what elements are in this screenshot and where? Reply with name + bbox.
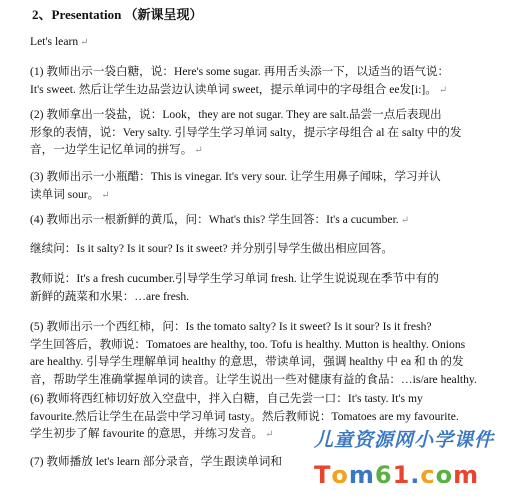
paragraph-line: 形象的表情，说：Very salty. 引导学生学习单词 salty，提示字母组合 al 在 salty 中的发 xyxy=(30,125,462,139)
paragraph-line: 读单词 sour。 ↵ xyxy=(30,187,110,201)
watermark-logo xyxy=(314,461,510,495)
section-heading: 2、Presentation （新课呈现） xyxy=(32,7,203,22)
watermark-logo-letter: c xyxy=(420,461,436,489)
paragraph-line: 新鲜的蔬菜和水果：…are fresh. xyxy=(30,289,190,303)
paragraph-line: (7) 教师播放 let's learn 部分录音，学生跟读单词和 xyxy=(30,455,282,468)
paragraph-line: 音，一边学生记忆单词的拼写。 ↵ xyxy=(30,143,203,157)
watermark-text: 儿童资源网小学课件 xyxy=(314,429,495,451)
paragraph-line: 音，帮助学生准确掌握单词的读音。让学生说出一些对健康有益的食品：…is/are healthy. xyxy=(30,372,477,386)
paragraph-mark: ↵ xyxy=(80,37,89,48)
watermark-logo-letter: o xyxy=(435,461,454,489)
paragraph-4-continued xyxy=(30,240,500,258)
watermark-logo-letter: 1 xyxy=(392,461,411,489)
paragraph-line: It's sweet. 然后让学生边品尝边认读单词 sweet，提示单词中的字母组合 ee发[i:]。 ↵ xyxy=(30,82,448,96)
paragraph-line: 继续问：Is it salty? Is it sour? Is it sweet? 并分别引导学生做出相应回答。 xyxy=(30,242,393,255)
paragraph-line: (1) 教师出示一袋白糖，说：Here's some sugar. 再用舌头添一下，以适当的语气说： xyxy=(30,65,450,78)
paragraph-5 xyxy=(30,318,500,388)
paragraph-mark: ↵ xyxy=(101,189,110,201)
paragraph-mark: ↵ xyxy=(265,429,274,441)
paragraph-line: 学生初步了解 favourite 的意思，并练习发音。 ↵ xyxy=(30,427,274,441)
paragraph-line: (2) 教师拿出一袋盐，说：Look，they are not sugar. They are salt.品尝一点后表现出 xyxy=(30,108,442,121)
watermark-logo-letter: T xyxy=(314,461,332,489)
paragraph-line: (4) 教师出示一根新鲜的黄瓜，问：What's this? 学生回答：It's a cucumber. ↵ xyxy=(30,213,410,226)
lets-learn-line xyxy=(30,33,500,52)
paragraph-teacher-says xyxy=(30,270,500,305)
paragraph-1 xyxy=(30,63,500,99)
watermark-logo-letter: m xyxy=(348,461,375,489)
paragraph-3 xyxy=(30,168,500,204)
paragraph-mark: ↵ xyxy=(438,84,448,96)
paragraph-line: 教师说：It's a fresh cucumber.引导学生学习单词 fresh. 让学生说说现在季节中有的 xyxy=(30,272,439,285)
paragraph-line: (5) 教师出示一个西红柿，问：Is the tomato salty? Is it sweet? Is it sour? Is it fresh? xyxy=(30,320,432,333)
paragraph-line: favourite.然后让学生在品尝中学习单词 tasty。然后教师说：Tomatoes are my favourite. xyxy=(30,409,459,423)
paragraph-line: are healthy. 引导学生理解单词 healthy 的意思，带读单词，强调 healthy 中 ea 和 th 的发 xyxy=(30,355,464,369)
paragraph-line: (3) 教师出示一小瓶醋：This is vinegar. It's very sour. 让学生用鼻子闻味，学习并认 xyxy=(30,170,441,183)
paragraph-mark: ↵ xyxy=(194,145,203,157)
paragraph-mark: ↵ xyxy=(400,215,410,226)
paragraph-4 xyxy=(30,211,500,230)
watermark-logo-letter: . xyxy=(410,461,421,489)
paragraph-2 xyxy=(30,106,500,160)
watermark-logo-letter: m xyxy=(453,461,480,489)
paragraph-line: 学生回答后，教师说：Tomatoes are healthy, too. Tofu is healthy. Mutton is healthy. Onions xyxy=(30,337,466,351)
watermark-logo-letter: 6 xyxy=(374,461,393,489)
lets-learn-label: Let's learn xyxy=(30,35,79,48)
paragraph-line: (6) 教师将西红柿切好放入空盘中，拌入白糖，自己先尝一口：It's tasty. It's my xyxy=(30,392,423,405)
watermark-logo-letter: o xyxy=(331,461,349,489)
site-watermark xyxy=(312,425,512,501)
